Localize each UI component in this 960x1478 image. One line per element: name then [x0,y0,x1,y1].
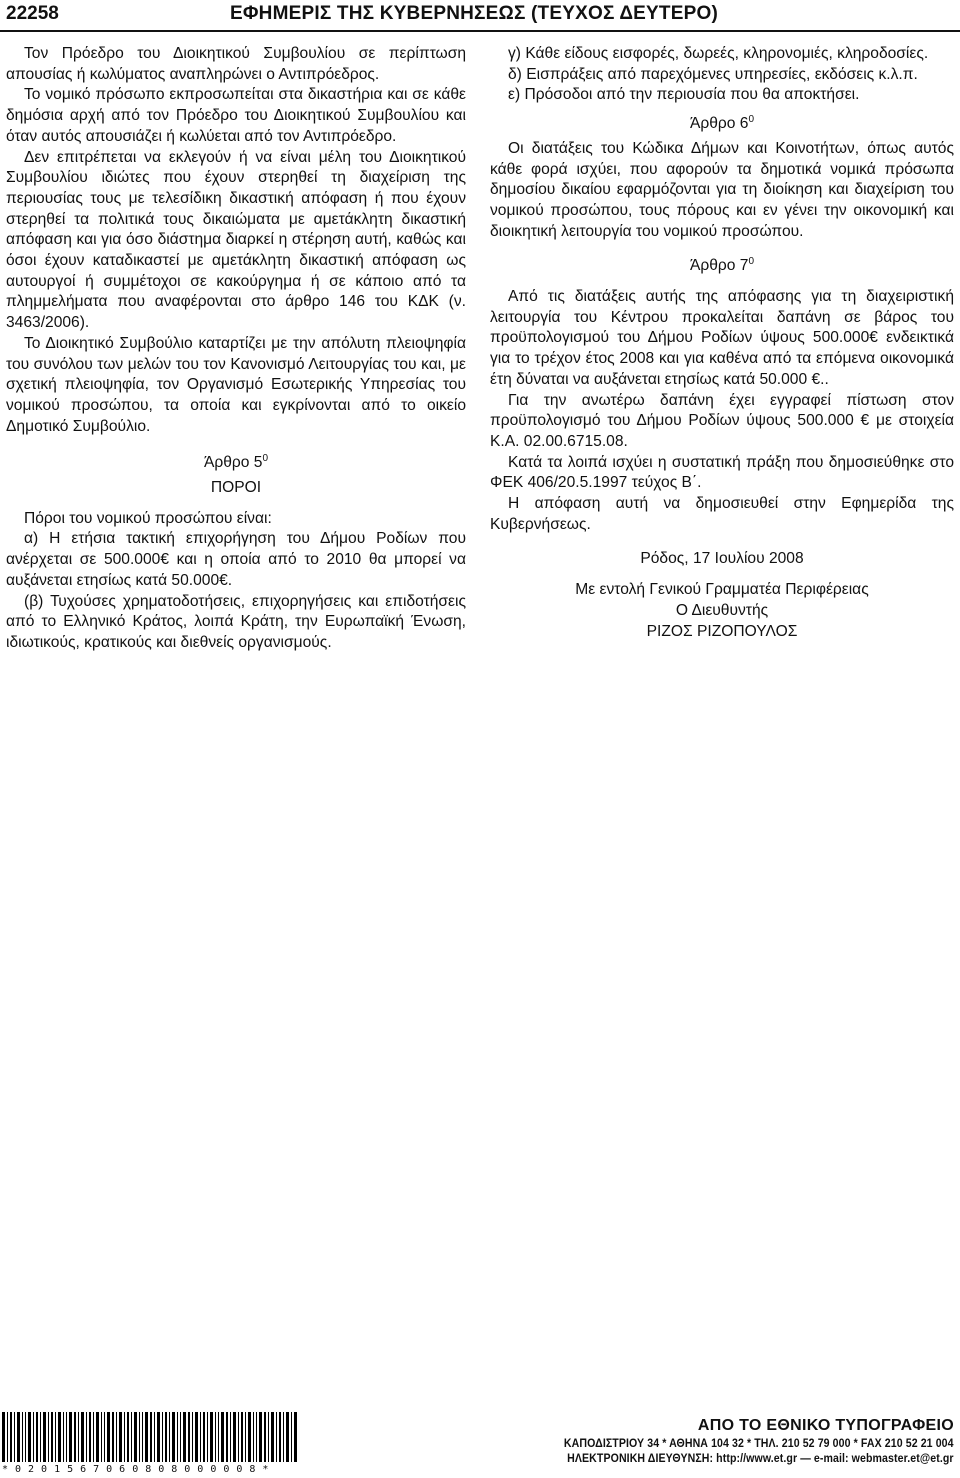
paragraph: Τον Πρόεδρο του Διοικητικού Συμβουλίου σε περίπτωση απουσίας ή κωλύματος αναπληρώνει ο Αντιπρόεδρος. [6,45,466,83]
signature-name: ΡΙΖΟΣ ΡΙΖΟΠΟΥΛΟΣ [646,622,798,640]
article-superscript: 0 [748,256,755,268]
right-column [490,44,954,642]
article-superscript: 0 [748,113,755,125]
gazette-title: ΕΦΗΜΕΡΙΣ ΤΗΣ ΚΥΒΕΡΝΗΣΕΩΣ (ΤΕΥΧΟΣ ΔΕΥΤΕΡΟ) [230,3,718,24]
header-rule [0,30,960,32]
publisher-web: ΗΛΕΚΤΡΟΝΙΚΗ ΔΙΕΥΘΥΝΣΗ: http://www.et.gr — e-mail: webmaster.et@et.gr [567,1453,954,1465]
article-label: Άρθρο 6 [689,115,749,133]
paragraph: γ) Κάθε είδους εισφορές, δωρεές, κληρονομιές, κληροδοσίες. [508,45,929,62]
publisher-address: ΚΑΠΟΔΙΣΤΡΙΟΥ 34 * ΑΘΗΝΑ 104 32 * ΤΗΛ. 210 52 79 000 * FAX 210 52 21 004 [564,1438,954,1450]
paragraph: α) Η ετήσια τακτική επιχορήγηση του Δήμου Ροδίων που ανέρχεται σε 500.000€ και η οποία από το 2010 θα μπορεί να αυξάνεται ετησίως κατά 50.000€. [6,530,466,589]
publisher-name: ΑΠΟ ΤΟ ΕΘΝΙΚΟ ΤΥΠΟΓΡΑΦΕΙΟ [697,1417,954,1434]
paragraph: ε) Πρόσοδοι από την περιουσία που θα αποκτήσει. [508,86,860,104]
paragraph: Το νομικό πρόσωπο εκπροσωπείται στα δικαστήρια και σε κάθε δημόσια αρχή από τον Πρόεδρο του Διοικητικού Συμβουλίου και όταν αυτός απουσιάζει ή κωλύεται από τον Αντιπρόεδρο. [6,86,466,145]
paragraph: (β) Τυχούσες χρηματοδοτήσεις, επιχορηγήσεις και επιδοτήσεις από το Ελληνικό Κράτος, λοιπά Κράτη, την Ευρωπαϊκή Ένωση, ιδιωτικούς, κρατικούς και διεθνείς οργανισμούς. [6,592,466,651]
article-7-heading [490,256,954,277]
place-date: Ρόδος, 17 Ιουλίου 2008 [640,550,804,568]
paragraph: Οι διατάξεις του Κώδικα Δήμων και Κοινοτήτων, όπως αυτός κάθε φορά ισχύει, που αφορούν τα δημοτικά νομικά πρόσωπα δημοσίου δικαίου εφαρμόζονται για τη διοίκηση και διαχείριση του νομικού προσώπου, τους πόρους και εν γένει την οικονομική και διοικητική λειτουργία του νομικού προσώπου. [490,139,954,240]
left-column [6,44,466,654]
page-number: 22258 [6,3,59,24]
article-6-heading [490,114,954,135]
article-label: Άρθρο 5 [203,454,263,472]
paragraph: Πόροι του νομικού προσώπου είναι: [24,509,272,527]
paragraph: Το Διοικητικό Συμβούλιο καταρτίζει με την απόλυτη πλειοψηφία του συνόλου των μελών του τον Κανονισμό Λειτουργίας του και, με σχετική πλειοψηφία, τον Οργανισμό Εσωτερικής Υπηρεσίας του νομικού προσώπου, τα οποία και εγκρίνονται από το οικείο Δημοτικό Συμβούλιο. [6,334,466,435]
paragraph: Κατά τα λοιπά ισχύει η συστατική πράξη που δημοσιεύθηκε στο ΦΕΚ 406/20.5.1997 τεύχος Β΄. [490,453,954,492]
paragraph: Η απόφαση αυτή να δημοσιευθεί στην Εφημερίδα της Κυβερνήσεως. [490,495,954,533]
publisher-block [530,1417,954,1465]
barcode-digits: *0201567060808000008* [2,1464,276,1475]
article-superscript: 0 [262,453,269,465]
paragraph: δ) Εισπράξεις από παρεχόμενες υπηρεσίες, εκδόσεις κ.λ.π. [508,65,918,83]
signature-line-2: Ο Διευθυντής [675,601,769,619]
paragraph: Από τις διατάξεις αυτής της απόφασης για τη διαχειριστική λειτουργία του Κέντρου προκαλείται δαπάνη σε βάρος του προϋπολογισμού του Δήμου Ροδίων ύψους 500.000€ ενδεικτικά για το τρέχον έτος 2008 και για καθένα από τα επόμενα οικονομικά έτη δύναται να αυξάνεται ετησίως κατά 50.000 €.. [490,288,954,388]
article-label: Άρθρο 7 [689,257,749,275]
signature-line-1: Με εντολή Γενικού Γραμματέα Περιφέρειας [575,581,869,599]
paragraph: Για την ανωτέρω δαπάνη έχει εγγραφεί πίστωση στον προϋπολογισμό του Δήμου Ροδίων ύψους 500.000 € με στοιχεία Κ.Α. 02.00.6715.08. [490,391,954,450]
page-header [0,0,960,34]
paragraph: Δεν επιτρέπεται να εκλεγούν ή να είναι μέλη του Διοικητικού Συμβουλίου ιδιώτες που έχουν στερηθεί τη διαχείριση της περιουσίας τους με τελεσίδικη δικαστική απόφαση ή που έχουν στερηθεί τα πολιτικά τους δικαιώματα με αμετάκλητη δικαστική απόφαση και για όσο διάστημα διαρκεί η στέρηση αυτή, καθώς και όσοι έχουν καταδικαστεί με αμετάκλητη δικαστική απόφαση ως αυτουργοί ή συμμέτοχοι σε κακούργημα ή σε κάποιο από τα πλημμελήματα που αναφέρονται στο άρθρο 146 του ΚΔΚ (ν. 3463/2006). [6,148,466,332]
article-5-title: ΠΟΡΟΙ [210,479,262,497]
article-5-heading [6,453,466,474]
